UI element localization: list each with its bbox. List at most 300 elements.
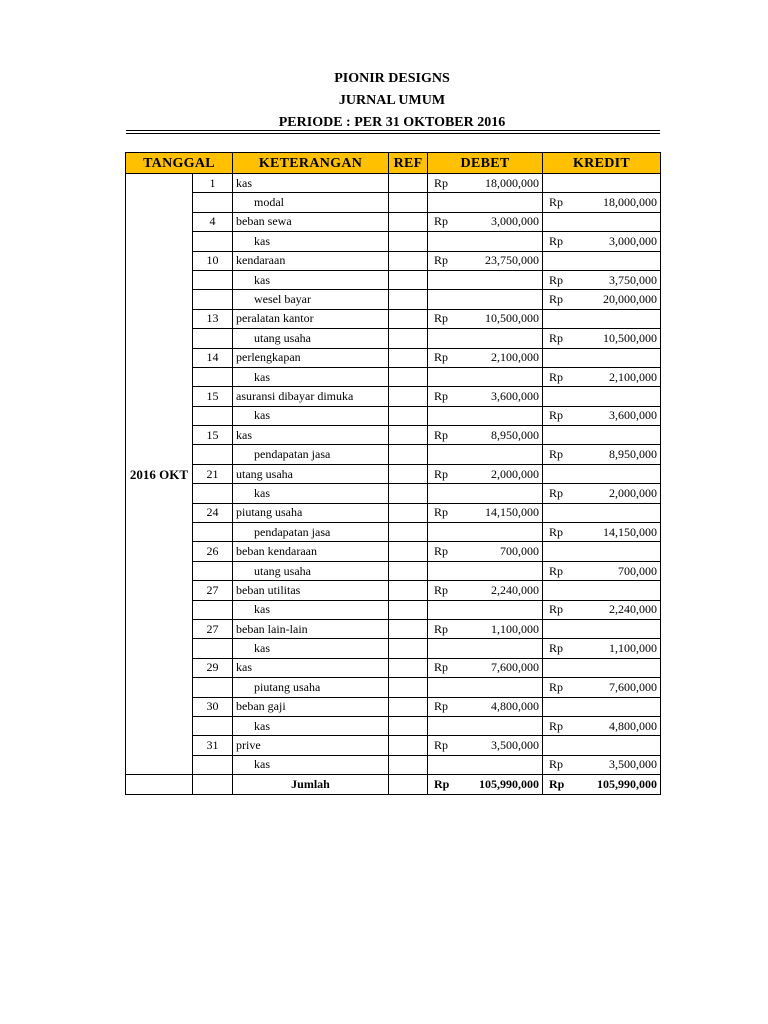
- debet-cell: [428, 619, 543, 638]
- amount-value: 2,000,000: [609, 485, 658, 500]
- currency-label: Rp: [434, 621, 449, 636]
- day-cell: 13: [193, 309, 233, 328]
- debet-cell: [428, 639, 543, 658]
- kredit-cell: [543, 251, 661, 270]
- day-cell: [193, 639, 233, 658]
- account-name: beban utilitas: [236, 582, 301, 597]
- journal-row: [126, 503, 661, 522]
- journal-body: [126, 174, 661, 795]
- description-cell: [233, 542, 389, 561]
- ref-cell: [389, 212, 428, 231]
- debet-cell: [428, 581, 543, 600]
- description-cell: [233, 755, 389, 774]
- journal-row: [126, 755, 661, 774]
- debet-cell: [428, 716, 543, 735]
- ref-cell: [389, 387, 428, 406]
- account-name: pendapatan jasa: [254, 524, 331, 539]
- ref-cell: [389, 348, 428, 367]
- journal-row: [126, 523, 661, 542]
- currency-label: Rp: [434, 427, 449, 442]
- debet-cell: [428, 561, 543, 580]
- debet-cell: [428, 193, 543, 212]
- ref-cell: [389, 464, 428, 483]
- day-cell: 15: [193, 387, 233, 406]
- journal-row: [126, 542, 661, 561]
- description-cell: [233, 309, 389, 328]
- debet-cell: [428, 290, 543, 309]
- day-cell: [193, 290, 233, 309]
- amount-value: 14,150,000: [485, 505, 540, 520]
- description-cell: [233, 174, 389, 193]
- account-name: kas: [254, 602, 271, 617]
- currency-label: Rp: [549, 485, 564, 500]
- kredit-cell: [543, 329, 661, 348]
- account-name: kas: [254, 757, 271, 772]
- kredit-cell: [543, 484, 661, 503]
- document-title: JURNAL UMUM: [338, 93, 446, 108]
- day-cell: 26: [193, 542, 233, 561]
- account-name: utang usaha: [254, 563, 311, 578]
- journal-row: [126, 212, 661, 231]
- currency-label: Rp: [549, 233, 564, 248]
- total-empty-cell: [193, 775, 233, 794]
- currency-label: Rp: [434, 582, 449, 597]
- ref-cell: [389, 484, 428, 503]
- day-cell: 30: [193, 697, 233, 716]
- amount-value: 3,000,000: [609, 233, 658, 248]
- account-name: prive: [236, 738, 261, 753]
- description-cell: [233, 406, 389, 425]
- account-name: beban lain-lain: [236, 621, 308, 636]
- amount-value: 3,500,000: [491, 738, 540, 753]
- debet-cell: [428, 174, 543, 193]
- currency-label: Rp: [549, 679, 564, 694]
- account-name: perlengkapan: [236, 350, 301, 365]
- ref-cell: [389, 193, 428, 212]
- kredit-cell: [543, 212, 661, 231]
- amount-value: 23,750,000: [485, 253, 540, 268]
- journal-row: [126, 329, 661, 348]
- journal-row: [126, 697, 661, 716]
- debet-cell: [428, 348, 543, 367]
- day-cell: 10: [193, 251, 233, 270]
- ref-cell: [389, 329, 428, 348]
- account-name: kas: [236, 660, 253, 675]
- amount-value: 105,990,000: [479, 776, 540, 791]
- day-cell: [193, 484, 233, 503]
- currency-label: Rp: [434, 505, 449, 520]
- ref-cell: [389, 406, 428, 425]
- account-name: utang usaha: [236, 466, 293, 481]
- kredit-cell: [543, 309, 661, 328]
- day-cell: 1: [193, 174, 233, 193]
- ref-cell: [389, 426, 428, 445]
- journal-row: [126, 639, 661, 658]
- day-cell: [193, 561, 233, 580]
- journal-row: [126, 619, 661, 638]
- currency-label: Rp: [434, 699, 449, 714]
- journal-row: [126, 561, 661, 580]
- amount-value: 7,600,000: [609, 679, 658, 694]
- description-cell: [233, 193, 389, 212]
- day-cell: [193, 678, 233, 697]
- kredit-cell: [543, 426, 661, 445]
- ref-cell: [389, 561, 428, 580]
- currency-label: Rp: [434, 466, 449, 481]
- description-cell: [233, 426, 389, 445]
- description-cell: [233, 290, 389, 309]
- day-cell: 31: [193, 736, 233, 755]
- header-divider-bottom: [126, 133, 660, 134]
- company-name: PIONIR DESIGNS: [334, 71, 450, 86]
- description-cell: [233, 561, 389, 580]
- amount-value: 8,950,000: [609, 447, 658, 462]
- debet-cell: [428, 426, 543, 445]
- journal-row: [126, 193, 661, 212]
- description-cell: [233, 619, 389, 638]
- amount-value: 3,000,000: [491, 214, 540, 229]
- currency-label: Rp: [549, 447, 564, 462]
- amount-value: 2,240,000: [491, 582, 540, 597]
- amount-value: 3,750,000: [609, 272, 658, 287]
- description-cell: [233, 716, 389, 735]
- day-cell: 27: [193, 619, 233, 638]
- kredit-cell: [543, 600, 661, 619]
- description-cell: [233, 367, 389, 386]
- debet-cell: [428, 367, 543, 386]
- debet-cell: [428, 658, 543, 677]
- account-name: utang usaha: [254, 330, 311, 345]
- debet-cell: [428, 232, 543, 251]
- journal-row: [126, 251, 661, 270]
- col-header-kredit: KREDIT: [543, 153, 661, 174]
- description-cell: [233, 232, 389, 251]
- account-name: kas: [254, 272, 271, 287]
- journal-row: [126, 348, 661, 367]
- amount-value: 105,990,000: [597, 776, 658, 791]
- kredit-cell: [543, 387, 661, 406]
- account-name: kas: [236, 175, 253, 190]
- kredit-cell: [543, 697, 661, 716]
- journal-row: [126, 445, 661, 464]
- amount-value: 10,500,000: [603, 330, 658, 345]
- ref-cell: [389, 716, 428, 735]
- header-divider-top: [126, 130, 660, 131]
- currency-label: Rp: [434, 311, 449, 326]
- day-cell: [193, 716, 233, 735]
- description-cell: [233, 581, 389, 600]
- journal-row: [126, 290, 661, 309]
- ref-cell: [389, 232, 428, 251]
- journal-row: [126, 309, 661, 328]
- ref-cell: [389, 736, 428, 755]
- currency-label: Rp: [549, 718, 564, 733]
- account-name: kas: [236, 427, 253, 442]
- journal-row: [126, 426, 661, 445]
- currency-label: Rp: [549, 330, 564, 345]
- debet-cell: [428, 523, 543, 542]
- day-cell: [193, 445, 233, 464]
- currency-label: Rp: [549, 524, 564, 539]
- description-cell: [233, 464, 389, 483]
- total-ref-cell: [389, 775, 428, 794]
- ref-cell: [389, 309, 428, 328]
- amount-value: 20,000,000: [603, 292, 658, 307]
- currency-label: Rp: [434, 214, 449, 229]
- debet-cell: [428, 406, 543, 425]
- kredit-cell: [543, 755, 661, 774]
- day-cell: [193, 193, 233, 212]
- ref-cell: [389, 542, 428, 561]
- kredit-cell: [543, 232, 661, 251]
- journal-row: [126, 464, 661, 483]
- debet-cell: [428, 503, 543, 522]
- col-header-keterangan: KETERANGAN: [233, 153, 389, 174]
- debet-cell: [428, 484, 543, 503]
- amount-value: 3,600,000: [609, 408, 658, 423]
- ref-cell: [389, 755, 428, 774]
- currency-label: Rp: [549, 757, 564, 772]
- kredit-cell: [543, 736, 661, 755]
- kredit-cell: [543, 445, 661, 464]
- currency-label: Rp: [549, 408, 564, 423]
- account-name: wesel bayar: [254, 292, 311, 307]
- period-label: PERIODE : PER 31 OKTOBER 2016: [278, 115, 506, 130]
- debet-cell: [428, 251, 543, 270]
- amount-value: 2,100,000: [609, 369, 658, 384]
- debet-cell: [428, 445, 543, 464]
- journal-table: [125, 152, 661, 795]
- debet-cell: [428, 542, 543, 561]
- amount-value: 2,240,000: [609, 602, 658, 617]
- journal-row: [126, 678, 661, 697]
- description-cell: [233, 678, 389, 697]
- kredit-cell: [543, 581, 661, 600]
- currency-label: Rp: [434, 660, 449, 675]
- account-name: kas: [254, 408, 271, 423]
- currency-label: Rp: [434, 388, 449, 403]
- account-name: beban gaji: [236, 699, 286, 714]
- currency-label: Rp: [434, 175, 449, 190]
- currency-label: Rp: [434, 253, 449, 268]
- currency-label: Rp: [434, 544, 449, 559]
- journal-row: [126, 581, 661, 600]
- total-empty-cell: [126, 775, 193, 794]
- day-cell: [193, 367, 233, 386]
- account-name: kas: [254, 369, 271, 384]
- account-name: piutang usaha: [254, 679, 321, 694]
- kredit-cell: [543, 561, 661, 580]
- day-cell: [193, 232, 233, 251]
- description-cell: [233, 212, 389, 231]
- description-cell: [233, 658, 389, 677]
- day-cell: [193, 406, 233, 425]
- kredit-cell: [543, 503, 661, 522]
- amount-value: 700,000: [500, 544, 540, 559]
- amount-value: 1,100,000: [491, 621, 540, 636]
- description-cell: [233, 348, 389, 367]
- debet-cell: [428, 736, 543, 755]
- day-cell: 29: [193, 658, 233, 677]
- journal-row: [126, 484, 661, 503]
- currency-label: Rp: [549, 272, 564, 287]
- kredit-cell: [543, 367, 661, 386]
- amount-value: 4,800,000: [491, 699, 540, 714]
- kredit-cell: [543, 639, 661, 658]
- amount-value: 2,000,000: [491, 466, 540, 481]
- kredit-cell: [543, 290, 661, 309]
- ref-cell: [389, 581, 428, 600]
- amount-value: 1,100,000: [609, 641, 658, 656]
- kredit-cell: [543, 542, 661, 561]
- amount-value: 18,000,000: [603, 195, 658, 210]
- description-cell: [233, 600, 389, 619]
- description-cell: [233, 736, 389, 755]
- journal-row: [126, 270, 661, 289]
- kredit-cell: [543, 348, 661, 367]
- journal-row: [126, 387, 661, 406]
- amount-value: 3,500,000: [609, 757, 658, 772]
- day-cell: [193, 523, 233, 542]
- debet-cell: [428, 329, 543, 348]
- currency-label: Rp: [434, 738, 449, 753]
- journal-row: [126, 736, 661, 755]
- ref-cell: [389, 639, 428, 658]
- ref-cell: [389, 600, 428, 619]
- description-cell: [233, 639, 389, 658]
- description-cell: [233, 523, 389, 542]
- kredit-cell: [543, 270, 661, 289]
- debet-cell: [428, 387, 543, 406]
- debet-cell: [428, 600, 543, 619]
- ref-cell: [389, 445, 428, 464]
- currency-label: Rp: [549, 292, 564, 307]
- amount-value: 3,600,000: [491, 388, 540, 403]
- ref-cell: [389, 270, 428, 289]
- account-name: asuransi dibayar dimuka: [236, 388, 354, 403]
- amount-value: 18,000,000: [485, 175, 540, 190]
- account-name: piutang usaha: [236, 505, 303, 520]
- total-row: [126, 775, 661, 794]
- total-label: Jumlah: [233, 775, 389, 794]
- debet-cell: [428, 755, 543, 774]
- description-cell: [233, 445, 389, 464]
- description-cell: [233, 484, 389, 503]
- account-name: peralatan kantor: [236, 311, 314, 326]
- kredit-cell: [543, 174, 661, 193]
- journal-row: [126, 406, 661, 425]
- ref-cell: [389, 367, 428, 386]
- ref-cell: [389, 678, 428, 697]
- day-cell: [193, 270, 233, 289]
- ref-cell: [389, 658, 428, 677]
- day-cell: 14: [193, 348, 233, 367]
- debet-cell: [428, 464, 543, 483]
- ref-cell: [389, 290, 428, 309]
- col-header-tanggal: TANGGAL: [126, 153, 233, 174]
- ref-cell: [389, 251, 428, 270]
- day-cell: 15: [193, 426, 233, 445]
- description-cell: [233, 697, 389, 716]
- description-cell: [233, 251, 389, 270]
- description-cell: [233, 387, 389, 406]
- account-name: modal: [254, 195, 285, 210]
- day-cell: [193, 600, 233, 619]
- currency-label: Rp: [549, 776, 565, 791]
- currency-label: Rp: [549, 195, 564, 210]
- kredit-cell: [543, 464, 661, 483]
- debet-cell: [428, 309, 543, 328]
- table-header-row: [126, 153, 661, 174]
- day-cell: 21: [193, 464, 233, 483]
- description-cell: [233, 329, 389, 348]
- ref-cell: [389, 523, 428, 542]
- day-cell: 27: [193, 581, 233, 600]
- account-name: beban kendaraan: [236, 544, 317, 559]
- kredit-cell: [543, 523, 661, 542]
- date-group-label: 2016 OKT: [126, 174, 193, 775]
- debet-cell: [428, 697, 543, 716]
- kredit-cell: [543, 619, 661, 638]
- amount-value: 700,000: [618, 563, 658, 578]
- ref-cell: [389, 619, 428, 638]
- kredit-cell: [543, 658, 661, 677]
- currency-label: Rp: [434, 350, 449, 365]
- account-name: kas: [254, 485, 271, 500]
- kredit-cell: [543, 193, 661, 212]
- debet-cell: [428, 212, 543, 231]
- account-name: pendapatan jasa: [254, 447, 331, 462]
- day-cell: [193, 755, 233, 774]
- day-cell: 4: [193, 212, 233, 231]
- day-cell: 24: [193, 503, 233, 522]
- total-kredit-cell: [543, 775, 661, 794]
- account-name: kendaraan: [236, 253, 286, 268]
- amount-value: 2,100,000: [491, 350, 540, 365]
- journal-row: [126, 367, 661, 386]
- kredit-cell: [543, 678, 661, 697]
- debet-cell: [428, 678, 543, 697]
- col-header-ref: REF: [389, 153, 428, 174]
- debet-cell: [428, 270, 543, 289]
- amount-value: 8,950,000: [491, 427, 540, 442]
- journal-row: [126, 232, 661, 251]
- ref-cell: [389, 174, 428, 193]
- ref-cell: [389, 503, 428, 522]
- account-name: kas: [254, 641, 271, 656]
- amount-value: 7,600,000: [491, 660, 540, 675]
- col-header-debet: DEBET: [428, 153, 543, 174]
- journal-row: [126, 600, 661, 619]
- account-name: beban sewa: [236, 214, 292, 229]
- currency-label: Rp: [549, 641, 564, 656]
- amount-value: 14,150,000: [603, 524, 658, 539]
- description-cell: [233, 270, 389, 289]
- currency-label: Rp: [549, 369, 564, 384]
- account-name: kas: [254, 233, 271, 248]
- currency-label: Rp: [549, 563, 564, 578]
- currency-label: Rp: [549, 602, 564, 617]
- account-name: kas: [254, 718, 271, 733]
- kredit-cell: [543, 406, 661, 425]
- ref-cell: [389, 697, 428, 716]
- kredit-cell: [543, 716, 661, 735]
- amount-value: 4,800,000: [609, 718, 658, 733]
- description-cell: [233, 503, 389, 522]
- journal-row: [126, 716, 661, 735]
- total-debet-cell: [428, 775, 543, 794]
- journal-row: [126, 174, 661, 193]
